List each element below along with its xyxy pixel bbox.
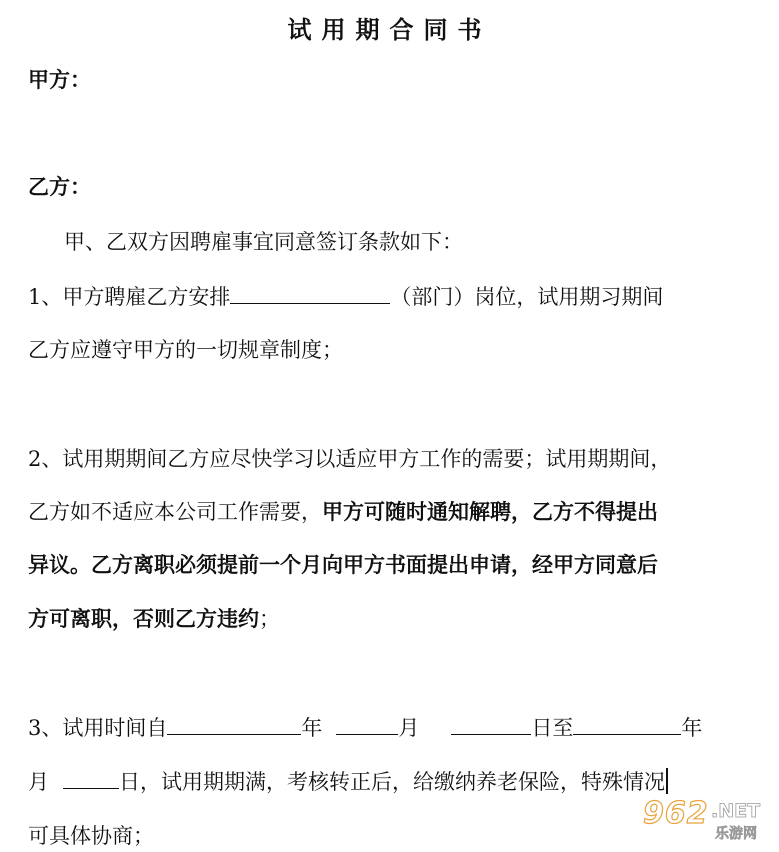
clause-3-text-a: 3、试用时间自 [28,716,168,740]
clause-2-text-bold: 甲方可随时通知解聘，乙方不得提出 [322,499,658,524]
clause-1-line-1 [28,283,663,311]
watermark-number: 962 [643,796,709,831]
clause-2-semicolon: ； [259,607,280,631]
department-blank[interactable] [230,283,390,304]
clause-2-line-4 [28,605,280,633]
clause-2-text-bold-end: 方可离职，否则乙方违约 [28,606,259,631]
clause-2-line-2 [28,498,658,526]
clause-1-text-a: 1、甲方聘雇乙方安排 [28,285,231,309]
start-year-blank[interactable] [167,714,301,735]
clause-3-year2-label: 年 [681,716,703,740]
clause-3-year-label: 年 [301,716,323,740]
text-cursor [666,768,668,794]
end-year-blank[interactable] [573,714,681,735]
clause-3-text-b: 日，试用期期满，考核转正后，给缴纳养老保险，特殊情况 [119,770,665,794]
party-b-label: 乙方： [28,174,91,199]
clause-3-month-label: 月 [398,716,420,740]
clause-3-month2-label: 月 [28,770,49,794]
watermark-subtitle: 乐游网 [715,826,757,842]
site-watermark-logo [643,796,771,844]
clause-3-line-2 [28,768,668,796]
clause-3-line-3: 可具体协商； [28,824,154,848]
start-month-blank[interactable] [336,714,398,735]
clause-2-text-normal: 乙方如不适应本公司工作需要， [28,500,322,524]
clause-2-line-1: 2、试用期期间乙方应尽快学习以适应甲方工作的需要；试用期期间， [28,447,672,471]
end-day-blank[interactable] [63,768,119,789]
clause-3-day-to-label: 日至 [531,716,574,740]
start-day-blank[interactable] [451,714,531,735]
document-title: 试用期合同书 [287,15,492,44]
clause-1-line-2: 乙方应遵守甲方的一切规章制度； [28,338,343,362]
intro-paragraph: 甲、乙双方因聘雇事宜同意签订条款如下： [64,230,463,254]
watermark-suffix: .NET [711,800,761,822]
clause-1-text-b: （部门）岗位，试用期习期间 [390,285,664,309]
clause-3-line-1 [28,714,702,742]
clause-2-line-3: 异议。乙方离职必须提前一个月向甲方书面提出申请，经甲方同意后 [28,552,658,577]
party-a-label: 甲方： [28,67,91,92]
